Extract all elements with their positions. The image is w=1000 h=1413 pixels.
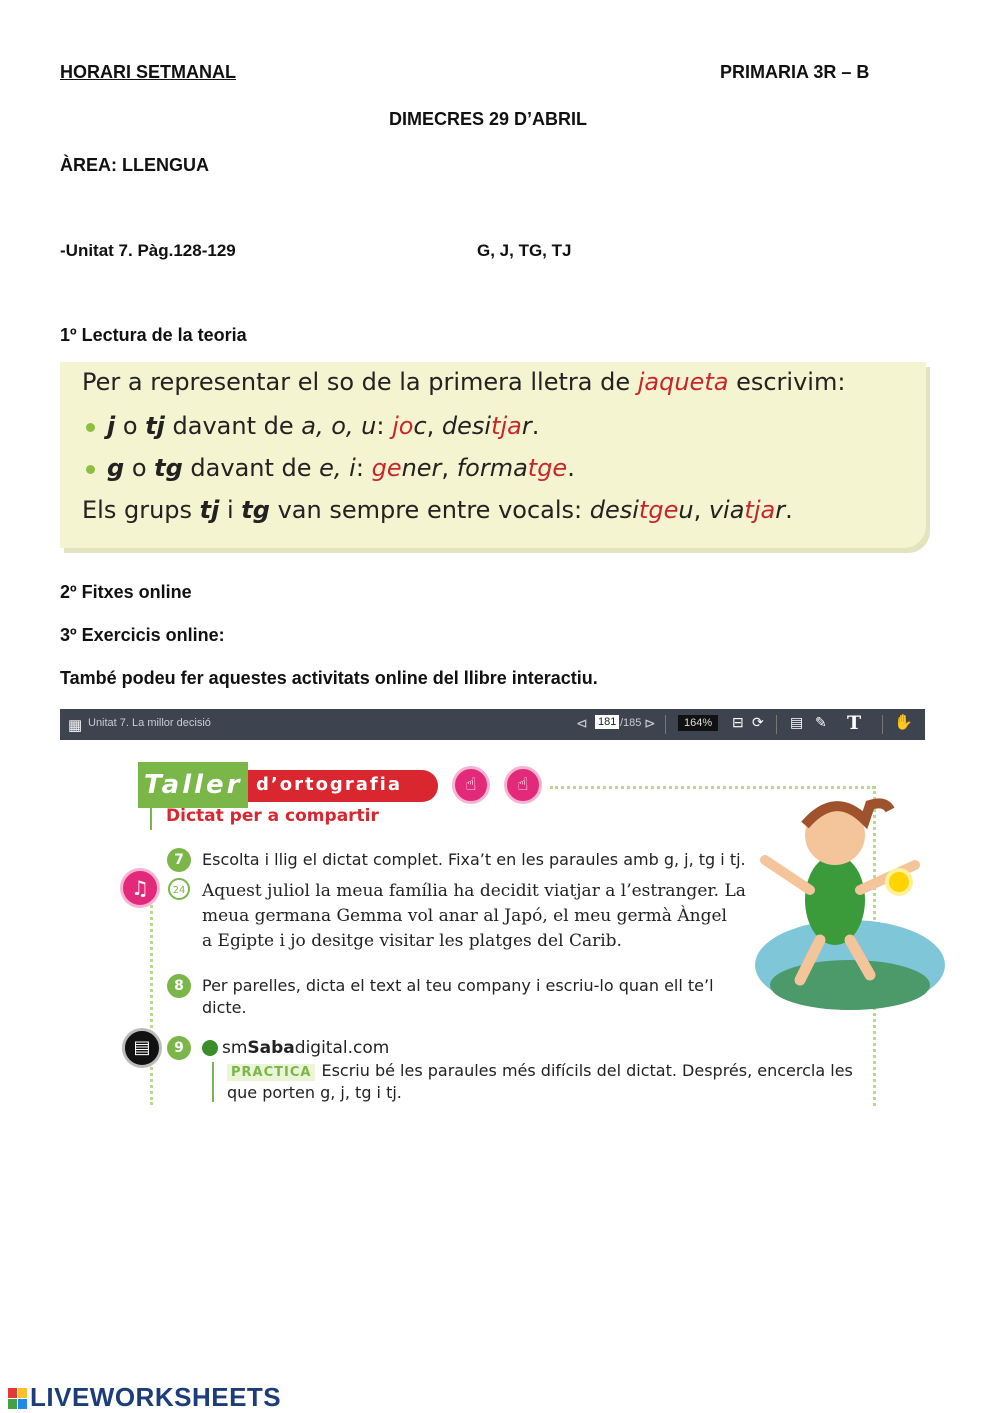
theory-rule-2 bbox=[86, 454, 575, 482]
rule2-example-1-highlight: ge bbox=[371, 454, 402, 482]
book-page bbox=[60, 740, 925, 1105]
practica-label: PRACTICA bbox=[227, 1064, 315, 1081]
music-icon[interactable]: ♫ bbox=[120, 868, 160, 908]
section-title: d’ortografia bbox=[256, 774, 402, 795]
logo-blocks-icon bbox=[8, 1388, 28, 1410]
rule2-or: o bbox=[124, 454, 155, 482]
theory-rule-1 bbox=[86, 412, 539, 440]
rule1-example-1-highlight: jo bbox=[392, 412, 414, 440]
groups-text-middle: van sempre entre vocals: bbox=[269, 496, 590, 524]
document-icon[interactable]: ▤ bbox=[122, 1028, 162, 1068]
theory-intro bbox=[82, 368, 845, 396]
theory-box bbox=[60, 362, 926, 548]
groups-and: i bbox=[219, 496, 242, 524]
rule1-period: . bbox=[531, 412, 540, 440]
groups-example-1-end: u bbox=[678, 496, 694, 524]
rule2-vowels: e, i bbox=[319, 454, 356, 482]
previous-page-icon[interactable]: ⊲ bbox=[576, 715, 588, 731]
page-total: /185 bbox=[620, 717, 642, 729]
theory-intro-word: jaqueta bbox=[637, 368, 729, 396]
dictation-line-1: Aquest juliol la meua família ha decidit viatjar a l’estranger. La bbox=[202, 881, 746, 901]
section-subtitle: Dictat per a compartir bbox=[166, 806, 379, 826]
step-1-heading: 1º Lectura de la teoria bbox=[60, 325, 247, 345]
groups-example-2-start: via bbox=[708, 496, 745, 524]
exercise-7-instruction: Escolta i llig el dictat complet. Fixa’t en les paraules amb g, j, tg i tj. bbox=[202, 850, 746, 869]
next-page-icon[interactable]: ⊳ bbox=[644, 715, 656, 731]
rule1-example-1-rest: c bbox=[413, 412, 427, 440]
rule1-letter-tj: tj bbox=[145, 412, 165, 440]
viewer-title: Unitat 7. La millor decisió bbox=[88, 717, 211, 729]
page-number-input[interactable]: 181 bbox=[595, 715, 619, 729]
exercise-8-line-2: dicte. bbox=[202, 998, 247, 1017]
brand-domain: digital.com bbox=[294, 1038, 390, 1058]
hand-icon[interactable]: ☝ bbox=[452, 766, 490, 804]
sun-icon bbox=[885, 868, 913, 896]
groups-separator: , bbox=[693, 496, 709, 524]
rule2-colon: : bbox=[355, 454, 372, 482]
rule1-example-2-start: desi bbox=[441, 412, 492, 440]
exercise-9-line-1 bbox=[227, 1061, 853, 1080]
taller-logo: Taller bbox=[138, 762, 248, 808]
arm bbox=[765, 860, 810, 890]
brand-sm: sm bbox=[222, 1038, 248, 1058]
toolbar-divider bbox=[665, 715, 666, 734]
rule2-example-2-start: forma bbox=[456, 454, 528, 482]
rule1-letter-j: j bbox=[107, 412, 116, 440]
zoom-select[interactable]: 164% bbox=[678, 715, 718, 731]
rule1-example-2-end: r bbox=[521, 412, 532, 440]
step-3-heading: 3º Exercicis online: bbox=[60, 625, 225, 645]
grid-menu-icon[interactable]: ▦ bbox=[68, 717, 83, 734]
exercise-7-number: 7 bbox=[167, 848, 191, 872]
rule2-text: davant de bbox=[182, 454, 320, 482]
groups-tg: tg bbox=[241, 496, 270, 524]
rule1-or: o bbox=[115, 412, 146, 440]
date-heading: DIMECRES 29 D’ABRIL bbox=[389, 109, 588, 129]
area-heading: ÀREA: LLENGUA bbox=[60, 155, 209, 175]
brand-saba: Saba bbox=[247, 1038, 295, 1058]
rule1-separator: , bbox=[426, 412, 442, 440]
groups-tj: tj bbox=[199, 496, 220, 524]
audio-track-badge[interactable]: 24 bbox=[168, 878, 190, 900]
rule1-vowels: a, o, u bbox=[301, 412, 377, 440]
exercise-8-line-1: Per parelles, dicta el text al teu company i escriu-lo quan ell te’l bbox=[202, 976, 714, 995]
rule2-separator: , bbox=[441, 454, 457, 482]
rotate-icon[interactable]: ⟳ bbox=[752, 714, 764, 730]
exercise-9-number: 9 bbox=[167, 1036, 191, 1060]
bullet-icon bbox=[86, 465, 95, 474]
theory-intro-text: Per a representar el so de la primera lletra de bbox=[82, 368, 638, 396]
rule2-letter-g: g bbox=[107, 454, 125, 482]
bullet-icon bbox=[86, 423, 95, 432]
hand-icon[interactable]: ☝ bbox=[504, 766, 542, 804]
rule2-example-1-rest: ner bbox=[401, 454, 442, 482]
groups-example-1-start: desi bbox=[589, 496, 639, 524]
smsaba-brand[interactable] bbox=[202, 1038, 389, 1058]
theory-intro-end: escrivim: bbox=[728, 368, 846, 396]
pen-tool-icon[interactable]: ✎ bbox=[815, 714, 827, 730]
practica-rule bbox=[212, 1062, 214, 1102]
rule2-period: . bbox=[567, 454, 575, 482]
girl-illustration bbox=[740, 780, 950, 1020]
exercise-8-number: 8 bbox=[167, 974, 191, 998]
theory-groups bbox=[82, 496, 793, 524]
worksheet-title: HORARI SETMANAL bbox=[60, 62, 236, 82]
dotted-border bbox=[150, 900, 153, 1105]
wave bbox=[770, 960, 930, 1010]
dictation-line-2: meua germana Gemma vol anar al Japó, el meu germà Àngel bbox=[202, 906, 727, 926]
groups-example-2-end: r bbox=[775, 496, 786, 524]
exercise-9-line-2: que porten g, j, tg i tj. bbox=[227, 1083, 402, 1102]
dictation-line-3: a Egipte i jo desitge visitar les platges del Carib. bbox=[202, 931, 622, 951]
step-2-heading: 2º Fitxes online bbox=[60, 582, 192, 602]
fit-width-icon[interactable]: ⊟ bbox=[732, 714, 744, 730]
toolbar-divider bbox=[882, 715, 883, 734]
tree-icon bbox=[202, 1040, 218, 1056]
toolbar-divider bbox=[776, 715, 777, 734]
rule1-text: davant de bbox=[164, 412, 302, 440]
rule1-colon: : bbox=[376, 412, 393, 440]
liveworksheets-logo[interactable] bbox=[8, 1382, 281, 1413]
hand-tool-icon[interactable]: ✋ bbox=[894, 714, 913, 731]
logo-text: LIVEWORKSHEETS bbox=[30, 1382, 282, 1412]
online-activities-note: També podeu fer aquestes activitats online del llibre interactiu. bbox=[60, 668, 598, 688]
text-tool-icon[interactable]: T bbox=[847, 712, 862, 734]
rule2-example-2-highlight: tge bbox=[527, 454, 568, 482]
swimsuit bbox=[805, 855, 865, 945]
groups-example-2-highlight: tja bbox=[744, 496, 776, 524]
comment-icon[interactable]: ▤ bbox=[790, 714, 804, 730]
groups-text-start: Els grups bbox=[82, 496, 200, 524]
rule1-example-2-highlight: tja bbox=[491, 412, 522, 440]
section-rule bbox=[150, 800, 152, 830]
groups-period: . bbox=[785, 496, 793, 524]
rule2-letter-tg: tg bbox=[154, 454, 183, 482]
viewer-toolbar bbox=[60, 709, 925, 740]
groups-example-1-highlight: tge bbox=[638, 496, 679, 524]
unit-letters: G, J, TG, TJ bbox=[477, 241, 572, 260]
class-label: PRIMARIA 3R – B bbox=[720, 62, 870, 82]
exercise-9-text: Escriu bé les paraules més difícils del dictat. Després, encercla les bbox=[321, 1061, 853, 1080]
unit-label: -Unitat 7. Pàg.128-129 bbox=[60, 241, 236, 260]
